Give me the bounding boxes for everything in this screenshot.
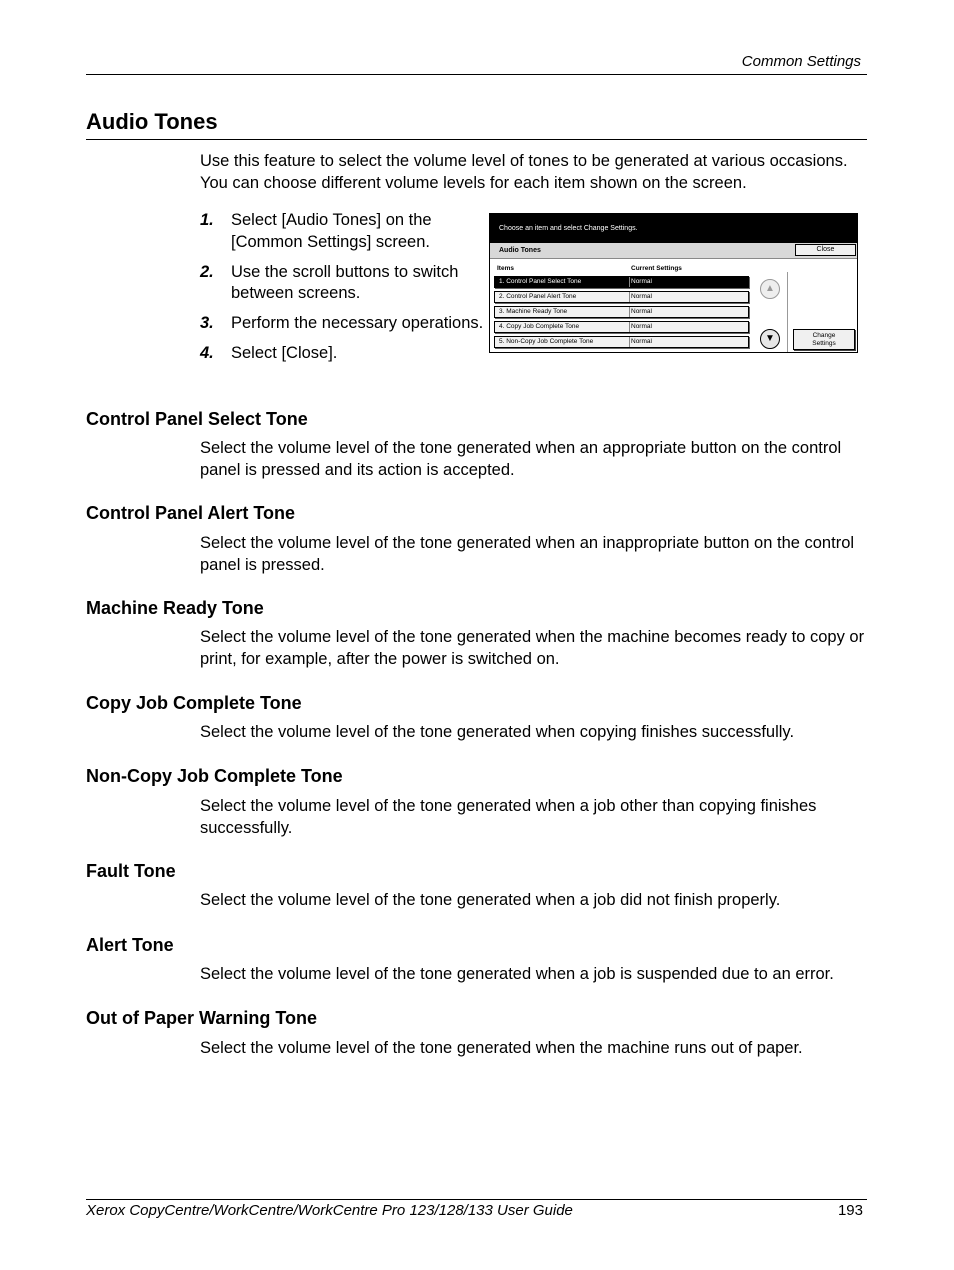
tone-name: 5. Non-Copy Job Complete Tone — [499, 338, 594, 345]
section-text: Select the volume level of the tone generated when a job other than copying finishes successfully. — [200, 797, 817, 837]
tone-value: Normal — [631, 308, 652, 315]
section-text: Select the volume level of the tone generated when a job did not finish properly. — [200, 891, 781, 909]
steps-list — [200, 210, 485, 373]
screen-title-bar — [490, 243, 857, 259]
page-number: 193 — [837, 1202, 863, 1219]
step-number: 4. — [200, 344, 214, 362]
step-text: Use the scroll buttons to switch between screens. — [231, 262, 459, 302]
screen-message-bar — [490, 214, 857, 243]
scroll-up-button[interactable] — [760, 279, 780, 299]
footer-guide-title: Xerox CopyCentre/WorkCentre/WorkCentre Pro 123/128/133 User Guide — [86, 1202, 573, 1219]
close-button[interactable]: Close — [795, 244, 856, 256]
row-separator — [629, 322, 630, 332]
tone-name: 2. Control Panel Alert Tone — [499, 293, 577, 300]
section-heading: Fault Tone — [86, 861, 176, 881]
step-item — [200, 262, 485, 305]
intro-paragraph: Use this feature to select the volume level of tones to be generated at various occasions. You can choose different volume levels for each item shown on the screen. — [200, 152, 848, 192]
page-title: Audio Tones — [86, 109, 218, 134]
header-divider — [86, 74, 867, 75]
tone-value: Normal — [631, 293, 652, 300]
section-heading: Alert Tone — [86, 935, 174, 955]
section-heading: Machine Ready Tone — [86, 598, 264, 618]
screen-title: Audio Tones — [499, 247, 541, 254]
triangle-up-icon: ▲ — [765, 283, 775, 294]
section-heading: Control Panel Select Tone — [86, 409, 308, 429]
change-settings-label-line2: Settings — [812, 340, 836, 347]
row-separator — [629, 307, 630, 317]
tone-row[interactable] — [494, 306, 749, 318]
header-section-title: Common Settings — [741, 53, 861, 70]
step-item — [200, 210, 485, 253]
section-text: Select the volume level of the tone generated when copying finishes successfully. — [200, 723, 795, 741]
tone-list — [494, 276, 749, 351]
change-settings-button[interactable] — [793, 329, 855, 350]
section-heading: Control Panel Alert Tone — [86, 503, 296, 523]
section-text: Select the volume level of the tone generated when an appropriate button on the control panel is pressed and its action is accepted. — [200, 439, 842, 479]
step-text: Select [Audio Tones] on the [Common Settings] screen. — [231, 211, 432, 251]
tone-name: 4. Copy Job Complete Tone — [499, 323, 580, 330]
section-text: Select the volume level of the tone generated when the machine becomes ready to copy or print, for example, after the power is switched on. — [200, 628, 865, 668]
step-text: Perform the necessary operations. — [231, 314, 484, 332]
tone-name: 1. Control Panel Select Tone — [499, 278, 582, 285]
step-item — [200, 313, 485, 335]
tone-row[interactable] — [494, 291, 749, 303]
step-number: 2. — [200, 262, 214, 281]
title-divider — [86, 139, 867, 140]
triangle-down-icon: ▼ — [765, 333, 775, 344]
tone-row[interactable] — [494, 276, 749, 288]
section-heading: Copy Job Complete Tone — [86, 693, 302, 713]
tone-value: Normal — [631, 338, 652, 345]
change-settings-label-line1: Change — [812, 332, 836, 339]
footer-divider — [86, 1199, 867, 1200]
tone-row[interactable] — [494, 336, 749, 348]
scroll-down-button[interactable] — [760, 329, 780, 349]
section-text: Select the volume level of the tone generated when a job is suspended due to an error. — [200, 965, 834, 983]
section-text: Select the volume level of the tone generated when the machine runs out of paper. — [200, 1039, 803, 1057]
row-separator — [629, 292, 630, 302]
tone-value: Normal — [631, 323, 652, 330]
tone-name: 3. Machine Ready Tone — [499, 308, 568, 315]
section-heading: Non-Copy Job Complete Tone — [86, 766, 343, 786]
section-text: Select the volume level of the tone generated when an inappropriate button on the control panel is pressed. — [200, 534, 855, 574]
column-header-current-settings: Current Settings — [631, 265, 682, 272]
column-header-items: Items — [497, 265, 514, 272]
screen-instruction: Choose an item and select Change Settings. — [499, 225, 638, 232]
tone-value: Normal — [631, 278, 652, 285]
step-item — [200, 343, 485, 365]
audio-tones-screen — [489, 213, 858, 353]
step-number: 1. — [200, 211, 214, 229]
tone-row[interactable] — [494, 321, 749, 333]
step-number: 3. — [200, 314, 214, 332]
row-separator — [629, 277, 630, 287]
row-separator — [629, 337, 630, 347]
step-text: Select [Close]. — [231, 344, 338, 362]
panel-divider — [787, 272, 788, 352]
section-heading: Out of Paper Warning Tone — [86, 1008, 317, 1028]
